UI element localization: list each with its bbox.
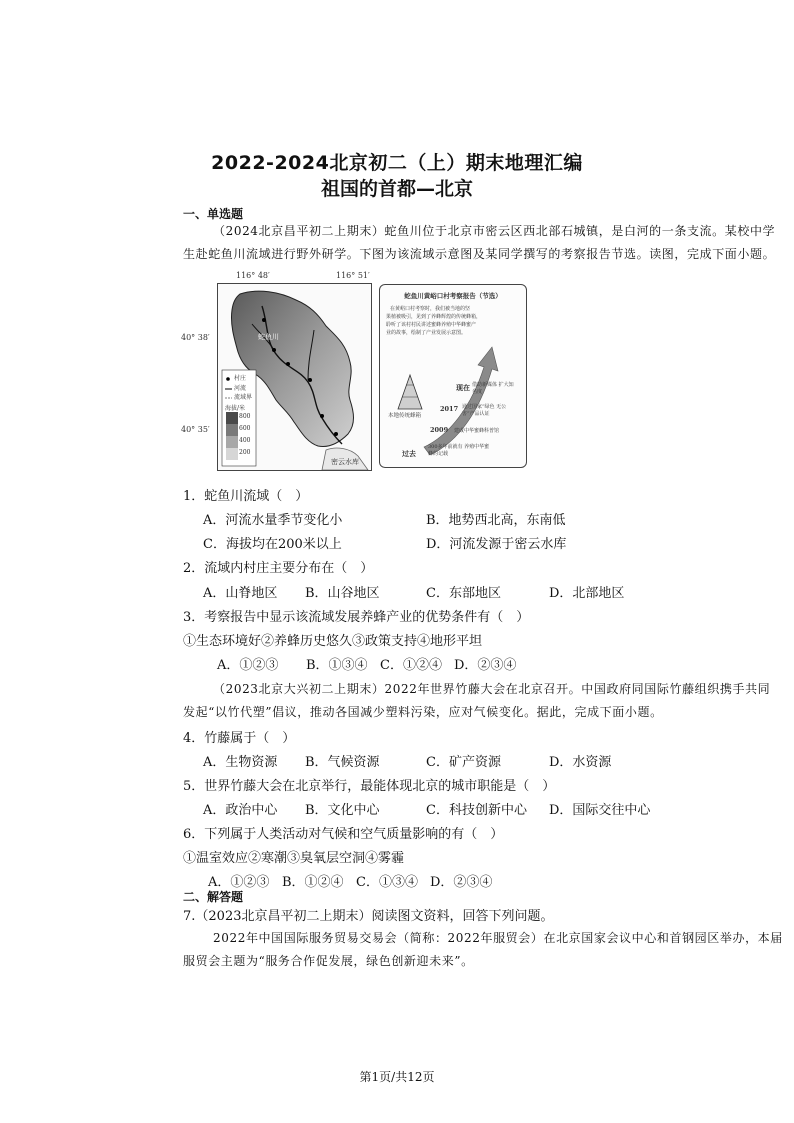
report-hive-label: 本地传统蜂箱 <box>388 413 422 419</box>
q3-option-c: C．①②④ <box>380 658 442 673</box>
q7-text-line-1: 2022年中国国际服务贸易交易会（简称：2022年服贸会）在北京国家会议中心和首钢园区举办，本届 <box>213 931 783 945</box>
section-heading-single-choice: 一、单选题 <box>183 207 244 221</box>
question-2: 2．流域内村庄主要分布在（ ） <box>183 561 374 576</box>
report-text-1: 在黄峪口村考察时，我们被当地的坚 <box>390 306 471 312</box>
q3-items: ①生态环境好②养蜂历史悠久③政策支持④地形平坦 <box>183 634 483 649</box>
question-3: 3．考察报告中显示该流域发展养蜂产业的优势条件有（ ） <box>183 610 530 625</box>
report-past: 过去 <box>402 449 416 458</box>
q4-option-c: C．矿产资源 <box>426 755 501 770</box>
q3-option-b: B．①③④ <box>306 658 368 673</box>
legend-elev-800: 800 <box>239 413 251 420</box>
legend-river-label: 河流 <box>234 385 247 392</box>
question-5: 5．世界竹藤大会在北京举行，最能体现北京的城市职能是（ ） <box>183 779 556 794</box>
report-text-3: 聆听了该村村民讲述蜜蜂养殖中华蜂蜜产 <box>386 322 477 328</box>
intro-1-line-2: 生赴蛇鱼川流域进行野外研学。下图为该流域示意图及某同学撰写的考察报告节选。读图，完成下面小题。 <box>183 247 776 261</box>
q2-option-c: C．东部地区 <box>426 586 501 601</box>
q6-option-a: A．①②③ <box>208 875 270 890</box>
question-1: 1．蛇鱼川流域（ ） <box>183 489 309 504</box>
report-2009: 2009 <box>430 426 449 434</box>
q2-option-b: B．山谷地区 <box>305 586 380 601</box>
report-now: 现在 <box>456 383 470 392</box>
q1-option-d: D．河流发源于密云水库 <box>426 537 567 552</box>
intro-2-line-2: 发起“以竹代塑”倡议，推动各国减少塑料污染，应对气候变化。据此，完成下面小题。 <box>183 705 663 719</box>
q6-option-c: C．①③④ <box>356 875 418 890</box>
q4-option-a: A．生物资源 <box>203 755 278 770</box>
question-6: 6．下列属于人类活动对气候和空气质量影响的有（ ） <box>183 827 504 842</box>
legend-elev-400: 400 <box>239 437 251 444</box>
page-subtitle: 祖国的首都—北京 <box>320 178 473 200</box>
legend-boundary-label: 流域界 <box>234 394 253 401</box>
map-lat-bottom: 40° 35′ <box>181 425 210 434</box>
q1-option-c: C．海拔均在200米以上 <box>203 537 342 552</box>
report-2017: 2017 <box>440 405 459 413</box>
report-title: 蛇鱼川黄峪口村考察报告（节选） <box>404 292 502 300</box>
intro-1-line-1: （2024北京昌平初二上期末）蛇鱼川位于北京市密云区西北部石城镇，是白河的一条支流。某校中学 <box>213 224 776 238</box>
q5-option-d: D．国际交往中心 <box>549 803 651 818</box>
q5-option-b: B．文化中心 <box>305 803 380 818</box>
q6-option-b: B．①②④ <box>282 875 344 890</box>
map-lon-right: 116° 51′ <box>336 271 370 280</box>
map-label-sheyuchuan: 蛇鱼川 <box>258 333 279 341</box>
legend-elev-600: 600 <box>239 425 251 432</box>
legend-village-label: 村庄 <box>234 375 247 382</box>
report-text-4: 业的故事，绘制了产业发展示意图。 <box>386 330 467 336</box>
legend-elev-200: 200 <box>239 449 251 456</box>
q1-option-b: B．地势西北高，东南低 <box>426 513 566 528</box>
watershed-map <box>217 283 372 471</box>
report-graphic <box>380 285 526 467</box>
question-4: 4．竹藤属于（ ） <box>183 731 296 746</box>
q4-option-d: D．水资源 <box>549 755 612 770</box>
growth-arrow <box>424 347 498 455</box>
page-title: 2022-2024北京初二（上）期末地理汇编 <box>211 152 583 174</box>
q6-option-d: D．②③④ <box>430 875 493 890</box>
section-heading-answer: 二、解答题 <box>183 890 244 904</box>
report-2009-text: 建成中华蜜蜂科普馆 <box>454 428 500 434</box>
q7-text-line-2: 服贸会主题为“服务合作促发展，绿色创新迎未来”。 <box>183 954 474 968</box>
q4-option-b: B．气候资源 <box>305 755 380 770</box>
map-lat-top: 40° 38′ <box>181 333 210 342</box>
report-past-text: 300多年前就有 养殖中华蜜蜂的记载 <box>428 444 490 457</box>
beehive-icon <box>398 375 422 409</box>
q5-option-a: A．政治中心 <box>203 803 278 818</box>
q2-option-a: A．山脊地区 <box>203 586 278 601</box>
map-lon-left: 116° 48′ <box>236 271 270 280</box>
q3-option-a: A．①②③ <box>217 658 279 673</box>
q6-items: ①温室效应②寒潮③臭氧层空洞④雾霾 <box>183 851 405 866</box>
q3-option-d: D．②③④ <box>454 658 517 673</box>
question-7: 7.（2023北京昌平初二上期末）阅读图文资料，回答下列问题。 <box>183 909 554 924</box>
q2-option-d: D．北部地区 <box>549 586 625 601</box>
page-footer: 第1页/共12页 <box>359 1070 435 1084</box>
report-now-text: 借助新媒体 扩大知名度 <box>472 382 514 395</box>
map-label-reservoir: 密云水库 <box>331 458 359 466</box>
legend-elevation-title: 海拔/米 <box>225 405 246 412</box>
q5-option-c: C．科技创新中心 <box>426 803 527 818</box>
intro-2-line-1: （2023北京大兴初二上期末）2022年世界竹藤大会在北京召开。中国政府同国际竹藤组织携手共同 <box>213 682 771 696</box>
figure <box>217 283 527 469</box>
report-2017-text: 通过国家“绿色 无公害”产品认证 <box>462 404 507 417</box>
report-excerpt <box>379 284 527 468</box>
q1-option-a: A．河流水量季节变化小 <box>203 513 343 528</box>
report-text-2: 果植被吸引，见到了养蜂辉煌的传统蜂箱， <box>386 314 482 320</box>
